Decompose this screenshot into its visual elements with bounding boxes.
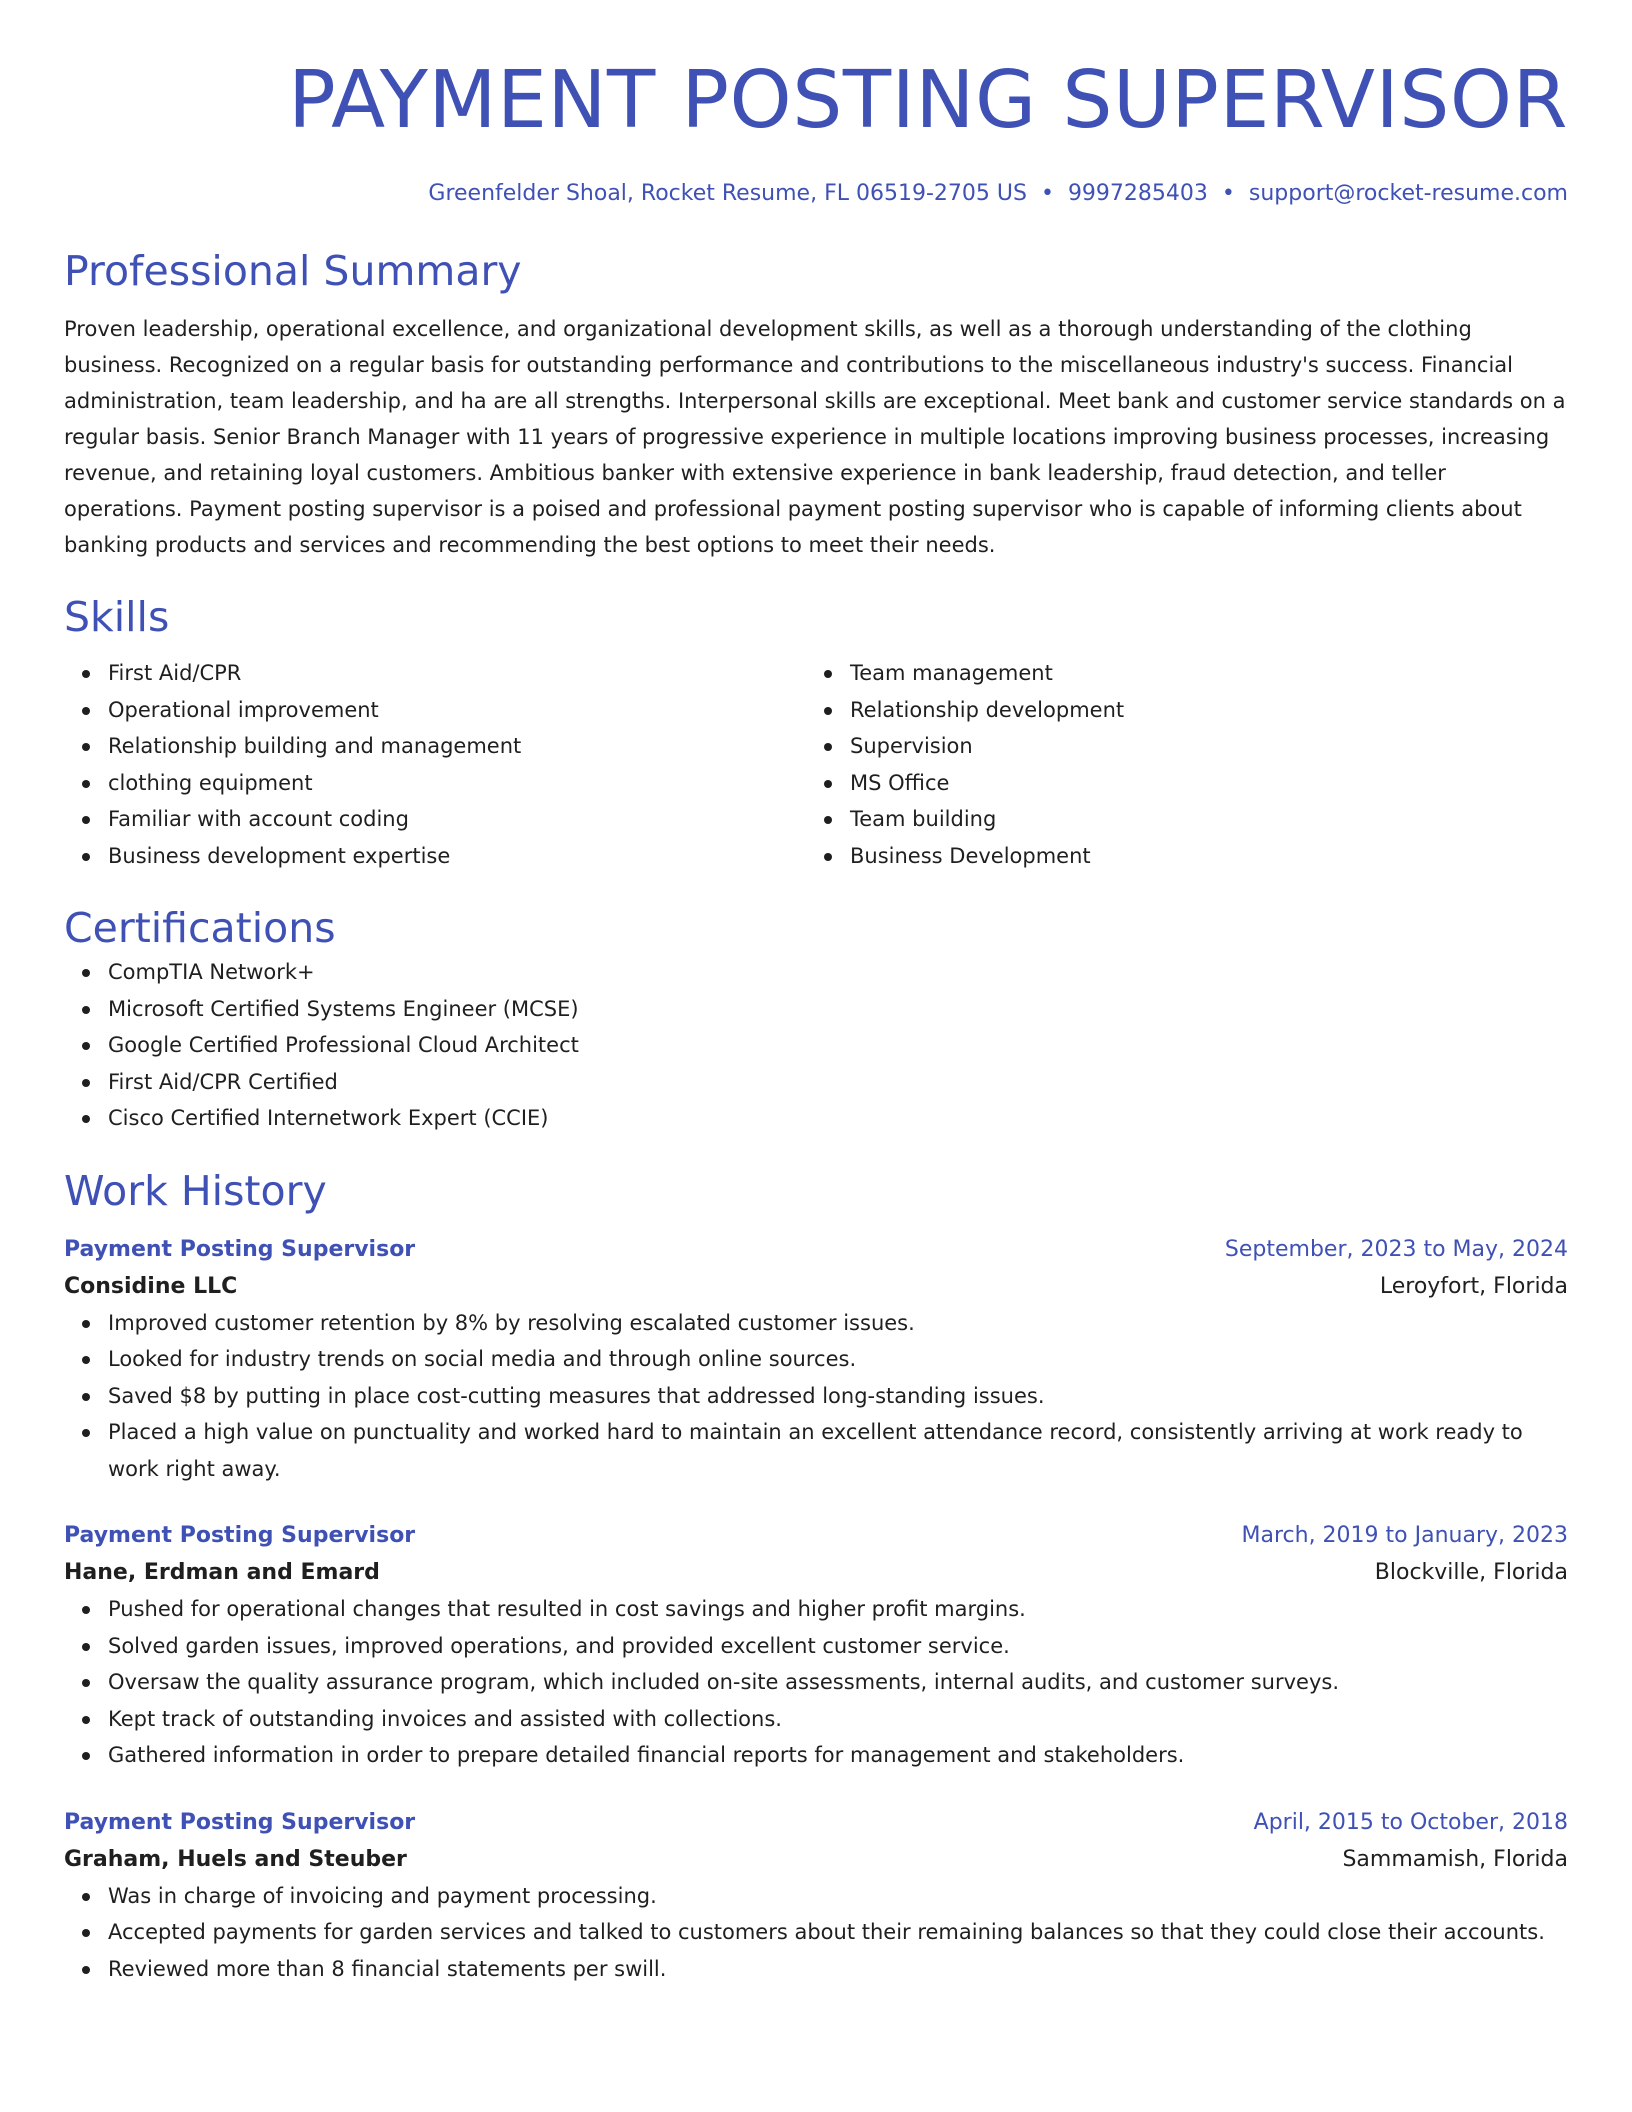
job-title-row [64, 1804, 1568, 1842]
job-bullet: Was in charge of invoicing and payment processing. [64, 1878, 1568, 1915]
skill-item: First Aid/CPR [64, 655, 806, 692]
job-bullet-list [64, 1878, 1568, 1988]
skill-item: Operational improvement [64, 692, 806, 729]
skill-item: Supervision [806, 728, 1548, 765]
certifications-section [64, 902, 1568, 1137]
job-bullet: Gathered information in order to prepare detailed financial reports for management and stakeholders. [64, 1737, 1568, 1774]
job-title-row [64, 1517, 1568, 1555]
job-entry [64, 1517, 1568, 1774]
certification-item: CompTIA Network+ [64, 954, 1568, 991]
job-bullet-list [64, 1305, 1568, 1488]
skill-item: Relationship development [806, 692, 1548, 729]
job-location: Leroyfort, Florida [1379, 1273, 1568, 1299]
job-bullet: Placed a high value on punctuality and worked hard to maintain an excellent attendance record, consistently arriving at work ready to work right away. [64, 1414, 1568, 1487]
skill-item: Team management [806, 655, 1548, 692]
certification-item: First Aid/CPR Certified [64, 1064, 1568, 1101]
summary-section [64, 245, 1568, 563]
skills-list-right [806, 655, 1548, 874]
job-bullet: Looked for industry trends on social media and through online sources. [64, 1341, 1568, 1378]
job-dates: April, 2015 to October, 2018 [1253, 1809, 1568, 1835]
contact-separator: • [1221, 181, 1235, 206]
resume-name: PAYMENT POSTING SUPERVISOR [288, 54, 1568, 146]
job-title: Payment Posting Supervisor [64, 1523, 416, 1548]
job-title: Payment Posting Supervisor [64, 1236, 416, 1262]
job-company-row [64, 1269, 1568, 1305]
job-entry [64, 1231, 1568, 1488]
job-company: Graham, Huels and Steuber [64, 1846, 407, 1872]
contact-phone[interactable]: 9997285403 [1067, 181, 1208, 206]
contact-email[interactable]: support@rocket-resume.com [1248, 181, 1568, 206]
work-history-section [64, 1165, 1568, 1988]
certification-item: Google Certified Professional Cloud Architect [64, 1027, 1568, 1064]
skill-item: MS Office [806, 765, 1548, 802]
job-bullet: Kept track of outstanding invoices and assisted with collections. [64, 1701, 1568, 1738]
summary-heading: Professional Summary [64, 247, 522, 295]
certification-item: Microsoft Certified Systems Engineer (MCSE) [64, 991, 1568, 1028]
job-bullet: Improved customer retention by 8% by resolving escalated customer issues. [64, 1305, 1568, 1342]
skill-item: Business Development [806, 838, 1548, 875]
skills-grid [64, 655, 1568, 874]
contact-address: Greenfelder Shoal, Rocket Resume, FL 06519-2705 US [428, 181, 1027, 206]
skill-item: Familiar with account coding [64, 801, 806, 838]
job-dates: September, 2023 to May, 2024 [1224, 1236, 1568, 1262]
job-dates: March, 2019 to January, 2023 [1241, 1523, 1568, 1548]
job-bullet: Reviewed more than 8 financial statements per swill. [64, 1951, 1568, 1988]
job-bullet-list [64, 1591, 1568, 1774]
summary-text: Proven leadership, operational excellence, and organizational development skills, as well as a thorough understanding of the clothing business. Recognized on a regular basis for outstanding performance and contributions to the miscellaneous industry's success. Financial administration, team leadership, and ha are all strengths. Interpersonal skills are exceptional. Meet bank and customer service standards on a regular basis. Senior Branch Manager with 11 years of progressive experience in multiple locations improving business processes, increasing revenue, and retaining loyal customers. Ambitious banker with extensive experience in bank leadership, fraud detection, and teller operations. Payment posting supervisor is a poised and professional payment posting supervisor who is capable of informing clients about banking products and services and recommending the best options to meet their needs. [64, 317, 1566, 557]
job-entry [64, 1804, 1568, 1988]
skills-column-left [64, 655, 806, 874]
job-bullet: Pushed for operational changes that resulted in cost savings and higher profit margins. [64, 1591, 1568, 1628]
job-title: Payment Posting Supervisor [64, 1809, 416, 1835]
job-company-row [64, 1555, 1568, 1591]
contact-line [64, 179, 1568, 209]
certifications-list [64, 954, 1568, 1137]
certification-item: Cisco Certified Internetwork Expert (CCIE) [64, 1100, 1568, 1137]
skills-column-right [806, 655, 1548, 874]
job-bullet: Solved garden issues, improved operations, and provided excellent customer service. [64, 1628, 1568, 1665]
skills-heading: Skills [64, 593, 170, 641]
job-company: Considine LLC [64, 1273, 238, 1299]
job-bullet: Oversaw the quality assurance program, which included on-site assessments, internal audits, and customer surveys. [64, 1664, 1568, 1701]
contact-separator: • [1040, 181, 1054, 206]
resume-header [64, 0, 1568, 209]
skills-section [64, 591, 1568, 874]
job-location: Blockville, Florida [1374, 1560, 1568, 1585]
job-company-row [64, 1842, 1568, 1878]
skill-item: clothing equipment [64, 765, 806, 802]
job-company: Hane, Erdman and Emard [64, 1560, 380, 1585]
certifications-heading: Certifications [64, 904, 336, 952]
job-title-row [64, 1231, 1568, 1269]
work-history-heading: Work History [64, 1166, 327, 1215]
skill-item: Business development expertise [64, 838, 806, 875]
skills-list-left [64, 655, 806, 874]
job-bullet: Saved $8 by putting in place cost-cutting measures that addressed long-standing issues. [64, 1378, 1568, 1415]
job-bullet: Accepted payments for garden services and talked to customers about their remaining balances so that they could close their accounts. [64, 1914, 1568, 1951]
skill-item: Team building [806, 801, 1548, 838]
skill-item: Relationship building and management [64, 728, 806, 765]
job-location: Sammamish, Florida [1342, 1846, 1568, 1872]
